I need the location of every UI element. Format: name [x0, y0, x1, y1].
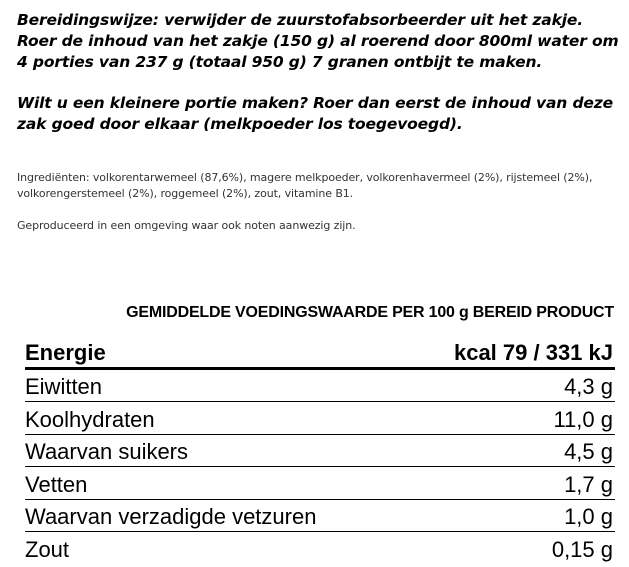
- nutrient-value: 4,5 g: [406, 434, 615, 467]
- ingredients-paragraph: [17, 170, 622, 202]
- energy-value: kcal 79 / 331 kJ: [406, 335, 615, 368]
- nutrient-value: 1,7 g: [406, 467, 615, 500]
- nutrition-header-row: [25, 335, 615, 368]
- nutrient-name: Vetten: [25, 467, 406, 500]
- ingredients-label: Ingrediënten:: [17, 171, 90, 184]
- nutrient-name: Eiwitten: [25, 368, 406, 402]
- preparation-heading: Bereidingswijze:: [17, 11, 159, 29]
- small-portion-note: Wilt u een kleinere portie maken? Roer dan eerst de inhoud van deze zak goed door elkaar (melkpoeder los toegevoegd).: [17, 94, 613, 133]
- nutrient-value: 4,3 g: [406, 368, 615, 402]
- nutrition-row-verzadigde-vetzuren: [25, 499, 615, 532]
- nutrient-name: Koolhydraten: [25, 402, 406, 435]
- preparation-instructions: [17, 10, 622, 135]
- nutrient-value: 1,0 g: [406, 499, 615, 532]
- ingredients-section: [17, 170, 622, 234]
- ingredients-text: volkorentarwemeel (87,6%), magere melkpoeder, volkorenhavermeel (2%), rijstemeel (2%), volkorengerstemeel (2%), roggemeel (2%), zout, vitamine B1.: [17, 171, 593, 200]
- energy-label: Energie: [25, 335, 406, 368]
- allergen-note: Geproduceerd in een omgeving waar ook noten aanwezig zijn.: [17, 219, 356, 232]
- nutrient-value: 0,15 g: [551, 536, 613, 562]
- preparation-text: verwijder de zuurstofabsorbeerder uit het zakje. Roer de inhoud van het zakje (150 g) al roerend door 800ml water om 4 porties van 237 g (totaal 950 g) 7 granen ontbijt te maken.: [17, 11, 619, 71]
- nutrient-value: 11,0 g: [406, 402, 615, 435]
- nutrition-row-koolhydraten: [25, 402, 615, 435]
- nutrient-name: Waarvan suikers: [25, 434, 406, 467]
- nutrient-name: Waarvan verzadigde vetzuren: [25, 499, 406, 532]
- nutrition-heading: GEMIDDELDE VOEDINGSWAARDE PER 100 g BEREID PRODUCT: [126, 304, 614, 321]
- preparation-paragraph: [17, 10, 622, 73]
- nutrition-row-zout: [25, 532, 615, 564]
- nutrient-name: Zout: [25, 536, 70, 562]
- nutrition-table: [25, 335, 615, 564]
- nutrition-row-suikers: [25, 434, 615, 467]
- nutrition-row-eiwitten: [25, 368, 615, 402]
- nutrition-row-vetten: [25, 467, 615, 500]
